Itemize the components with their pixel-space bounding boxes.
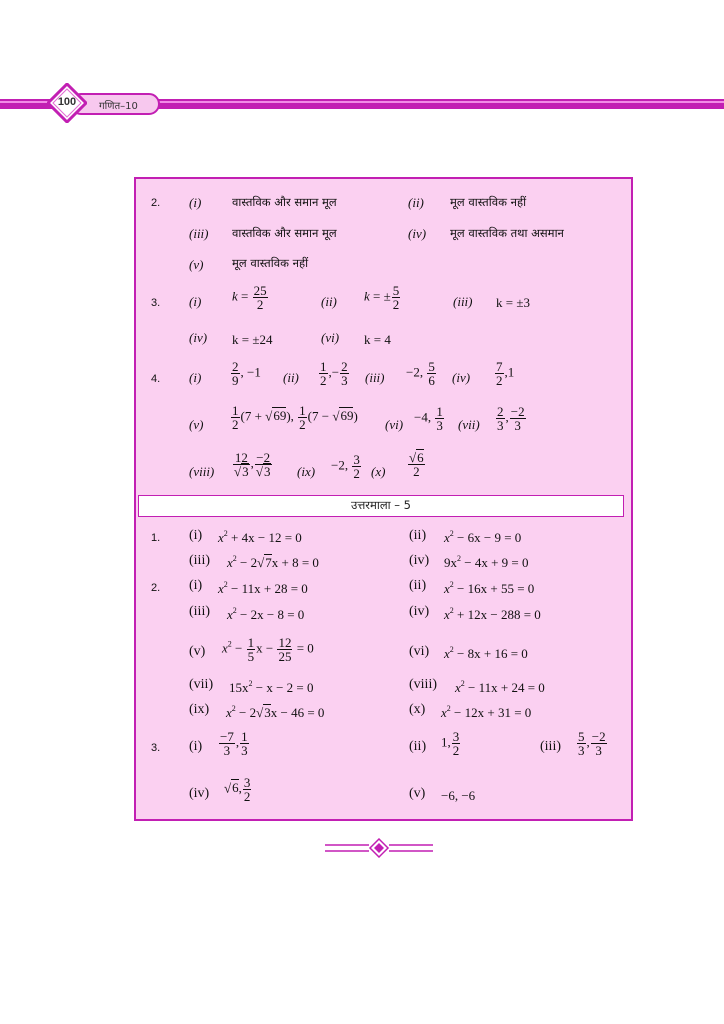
q2-iii-text: वास्तविक और समान मूल [232,226,337,240]
q4-iii-answer: −2, $\frac{5}{6}$ [406,359,435,388]
q4-viii-label: (viii) [189,464,215,479]
q4-ix-label: (ix) [297,464,316,479]
q3-i-label: (i) [189,294,202,309]
q3-iii-answer: k = ±3 [496,295,530,310]
ans-q2-viii-label: (viii) [409,677,437,692]
q4-v-label: (v) [189,417,204,432]
ans-q3-v-label: (v) [409,786,426,801]
ans-q3-i-answer: $\frac{-7}{3}$ , $\frac{1}{3}$ [220,729,248,758]
ans-q1-ii-label: (ii) [409,528,427,543]
ans-q2-x-label: (x) [409,702,426,717]
q4-vii-label: (vii) [458,417,480,432]
q4-ix-answer: −2, $\frac{3}{2}$ [331,452,360,481]
ans-q2-i-label: (i) [189,578,203,593]
ans-q3-iii-label: (iii) [540,739,561,754]
q2-iii-label: (iii) [189,226,209,241]
ans-q3-i-label: (i) [189,739,203,754]
ans-q2-number: 2. [151,582,161,594]
q2-iv-text: मूल वास्तविक तथा असमान [450,226,564,240]
q4-viii-answer: $\frac{12}{√3}$ , $\frac{-2}{√3}$ [234,450,271,479]
ans-q1-iii-label: (iii) [189,553,210,568]
q3-vi-answer: k = 4 [364,332,391,347]
ans-q2-iii-eq: $x^2 - 2x - 8 = 0$ [227,606,305,622]
q2-ii-text: मूल वास्तविक नहीं [450,195,527,209]
q2-i-label: (i) [189,195,202,210]
ans-q2-iv-eq: $x^2 + 12x - 288 = 0$ [444,606,541,622]
q3-ii-answer: k = ± $\frac{5}{2}$ [364,283,400,312]
q4-iv-answer: $\frac{7}{2}$ ,1 [496,359,515,388]
ans-q2-x-eq: $x^2 - 12x + 31 = 0$ [441,704,532,720]
q2-v-label: (v) [189,257,204,272]
section-title: उत्तरमाला – 5 [138,495,624,517]
q4-i-answer: $\frac{2}{9}$ , −1 [232,359,261,388]
ans-q2-ix-eq: $x^2 - 2√3x - 46 = 0$ [226,704,325,720]
ans-q3-iv-label: (iv) [189,786,210,801]
ans-q2-vi-eq: $x^2 - 8x + 16 = 0$ [444,645,528,661]
q3-vi-label: (vi) [321,330,340,345]
ans-q1-iv-label: (iv) [409,553,430,568]
q2-iv-label: (iv) [408,226,427,241]
q4-iii-label: (iii) [365,370,385,385]
ans-q3-iv-answer: √6, $\frac{3}{2}$ [224,775,251,804]
q4-vi-answer: −4, $\frac{1}{3}$ [414,404,443,433]
q3-iv-label: (iv) [189,330,208,345]
ans-q2-i-eq: $x^2 - 11x + 28 = 0$ [218,580,308,596]
q4-vii-answer: $\frac{2}{3}$ , $\frac{-2}{3}$ [497,404,525,433]
ans-q3-ii-answer: 1, $\frac{3}{2}$ [441,729,460,758]
ans-q2-v-label: (v) [189,644,206,659]
ans-q1-i-eq: $x^2 + 4x - 12 = 0$ [218,529,302,545]
ans-q3-v-answer: −6, −6 [441,788,476,803]
q4-ii-answer: $\frac{1}{2}$ ,− $\frac{2}{3}$ [320,359,348,388]
ans-q1-iii-eq: $x^2 - 2√7x + 8 = 0$ [227,554,319,570]
ans-q2-ix-label: (ix) [189,702,210,717]
ans-q3-iii-answer: $\frac{5}{3}$ , $\frac{-2}{3}$ [578,729,606,758]
q4-iv-label: (iv) [452,370,471,385]
ans-q1-iv-eq: $9x^2 - 4x + 9 = 0$ [444,554,529,570]
q2-v-text: मूल वास्तविक नहीं [232,256,309,270]
ans-q2-vi-label: (vi) [409,644,430,659]
q2-ii-label: (ii) [408,195,424,210]
ans-q3-number: 3. [151,742,161,754]
q3-number: 3. [151,297,161,309]
q3-iv-answer: k = ±24 [232,332,273,347]
q2-i-text: वास्तविक और समान मूल [232,195,337,209]
q2-number: 2. [151,197,161,209]
ans-q2-iv-label: (iv) [409,604,430,619]
q3-iii-label: (iii) [453,294,473,309]
q4-x-label: (x) [371,464,386,479]
q4-v-answer: $\frac{1}{2}$ (7 + √69), $\frac{1}{2}$ (7 − √69) [232,403,358,432]
divider-ornament-icon [325,838,433,858]
q4-vi-label: (vi) [385,417,404,432]
ans-q3-ii-label: (ii) [409,739,427,754]
ans-q2-viii-eq: $x^2 - 11x + 24 = 0$ [455,679,545,695]
q4-ii-label: (ii) [283,370,299,385]
q4-i-label: (i) [189,370,202,385]
ans-q2-vii-eq: $15x^2 - x - 2 = 0$ [229,679,314,695]
ans-q1-i-label: (i) [189,528,203,543]
q4-x-answer: $\frac{√6}{2}$ [409,450,424,479]
page-number: 100 [57,96,77,108]
q3-i-answer: k = $\frac{25}{2}$ [232,283,267,312]
ans-q2-iii-label: (iii) [189,604,210,619]
ans-q1-number: 1. [151,532,161,544]
chapter-title: गणित–10 [99,101,138,112]
ans-q2-v-eq: $x^2$ − $\frac{1}{5}$ x − $\frac{12}{25}$ = 0 [222,635,314,664]
ans-q2-vii-label: (vii) [189,677,214,692]
q4-number: 4. [151,373,161,385]
q3-ii-label: (ii) [321,294,337,309]
ans-q2-ii-label: (ii) [409,578,427,593]
ans-q1-ii-eq: $x^2 - 6x - 9 = 0$ [444,529,522,545]
ans-q2-ii-eq: $x^2 - 16x + 55 = 0$ [444,580,535,596]
